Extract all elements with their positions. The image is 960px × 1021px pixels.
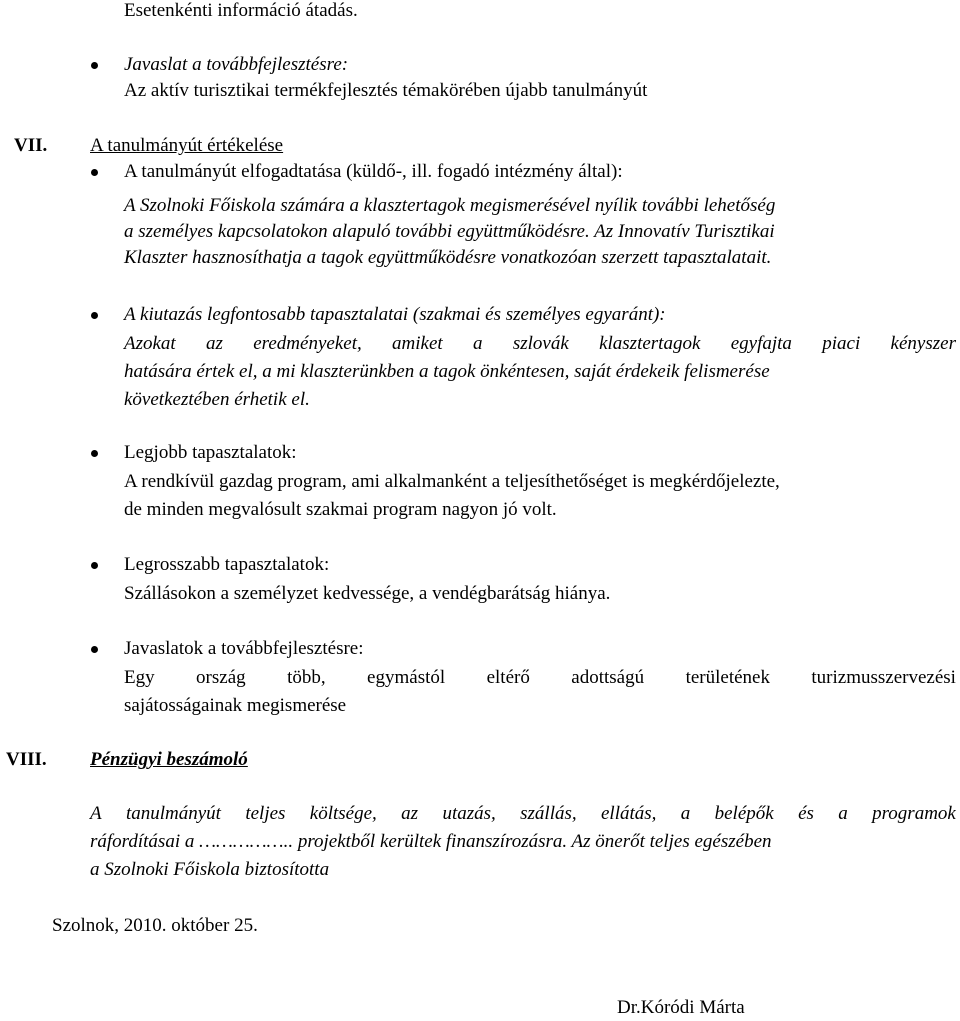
elfogadtatas-heading [124,159,623,185]
word: piaci [822,333,861,354]
bullet [91,562,98,569]
word: kényszer [890,333,956,354]
kiutazas-heading: A kiutazás legfontosabb tapasztalatai (szakmai és személyes egyaránt): [124,304,666,325]
word: eltérő [486,667,530,688]
word: ellátás, [600,803,657,824]
kiutazas-line-justified [124,331,956,357]
bullet [91,646,98,653]
signature: Dr.Kóródi Márta [617,997,745,1018]
word: egyfajta [730,333,792,354]
javaslat-heading: Javaslat a továbbfejlesztésre: [124,54,349,75]
javaslat-text: Az aktív turisztikai termékfejlesztés témakörében újabb tanulmányút [124,80,648,101]
penzugy-line: ráfordításai a …………….. projektből kerültek finanszírozásra. Az önerőt teljes egészében [90,831,772,852]
word: teljes [245,803,286,824]
bullet [91,312,98,319]
javaslatok-line-justified [124,665,956,691]
legjobb-line: de minden megvalósult szakmai program nagyon jó volt. [124,499,557,520]
word: és [798,803,814,824]
section-title: A tanulmányút értékelése [90,135,284,156]
word: utazás, [442,803,496,824]
word: az [206,333,223,354]
legjobb-heading: Legjobb tapasztalatok: [124,442,297,463]
legrosszabb-heading: Legrosszabb tapasztalatok: [124,554,330,575]
word: területének [685,667,770,688]
section-number: VII. [14,135,48,156]
word: belépők [714,803,774,824]
javaslatok-line: sajátosságainak megismerése [124,695,347,716]
javaslatok-heading: Javaslatok a továbbfejlesztésre: [124,638,364,659]
section-number: VIII. [6,749,47,770]
word: turizmusszervezési [811,667,956,688]
top-line: Esetenkénti információ átadás. [124,0,358,21]
word: egymástól [367,667,446,688]
bullet [91,169,98,176]
word: amiket [392,333,443,354]
word: szállás, [520,803,577,824]
elfogadtatas-line: Klaszter hasznosíthatja a tagok együttműködésre vonatkozóan szerzett tapasztalatait. [124,247,772,268]
word: a [473,333,483,354]
penzugy-line: a Szolnoki Főiskola biztosította [90,859,330,880]
word: ország [196,667,246,688]
word: adottságú [571,667,645,688]
legjobb-line: A rendkívül gazdag program, ami alkalmanként a teljesíthetőséget is megkérdőjelezte, [124,471,780,492]
legrosszabb-text: Szállásokon a személyzet kedvessége, a vendégbarátság hiánya. [124,583,611,604]
word: tanulmányút [125,803,221,824]
word: A [90,803,102,824]
place-date: Szolnok, 2010. október 25. [52,915,258,936]
word: eredményeket, [253,333,362,354]
word: Egy [124,667,155,688]
bullet [91,62,98,69]
word: a [680,803,691,824]
elfogadtatas-line: a személyes kapcsolatokon alapuló további együttműködésre. Az Innovatív Turisztikai [124,221,775,242]
word: szlovák [512,333,569,354]
word: költsége, [309,803,377,824]
word: a [838,803,848,824]
bullet [91,450,98,457]
word: több, [287,667,326,688]
word: Azokat [124,333,176,354]
word: klasztertagok [599,333,701,354]
word: programok [872,803,956,824]
elfogadtatas-heading-text: A tanulmányút elfogadtatása (küldő-, ill. fogadó intézmény által): [124,161,623,182]
word: az [401,803,419,824]
penzugy-line-justified [90,801,956,827]
elfogadtatas-line: A Szolnoki Főiskola számára a klasztertagok megismerésével nyílik további lehetőség [124,195,776,216]
kiutazas-line: hatására értek el, a mi klaszterünkben a tagok önkéntesen, saját érdekeik felismerése [124,361,770,382]
kiutazas-line: következtében érhetik el. [124,389,310,410]
section-title: Pénzügyi beszámoló [90,749,248,770]
